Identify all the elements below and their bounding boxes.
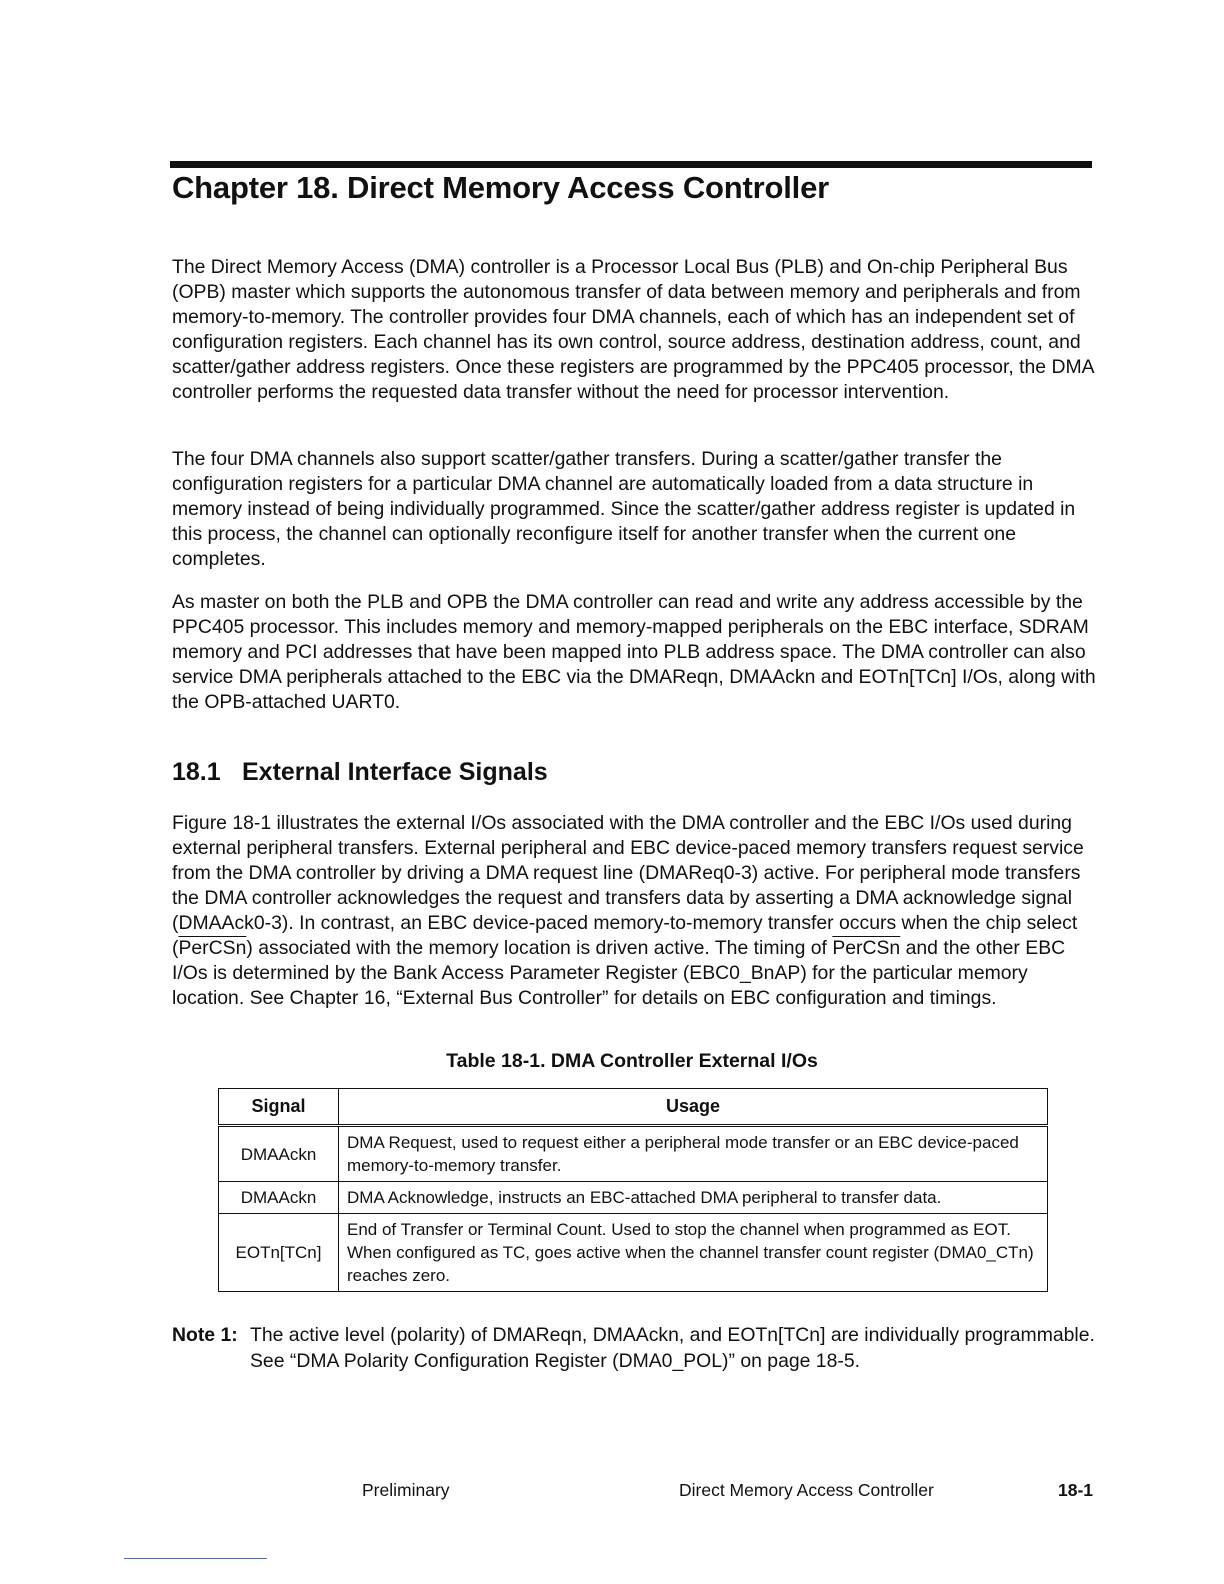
intro-paragraph-2: The four DMA channels also support scatter/gather transfers. During a scatter/gather transfer the configuration registers for a particular DMA channel are automatically loaded from a data structure in memory instead of being individually programmed. Since the scatter/gather address register is updated in this process, the channel can optionally reconfigure itself for another transfer when the current one completes. bbox=[172, 448, 1076, 570]
chapter-title: Chapter 18. Direct Memory Access Controller bbox=[172, 170, 829, 205]
section-heading bbox=[172, 758, 548, 787]
chapter-rule bbox=[170, 161, 1092, 168]
table-caption: Table 18-1. DMA Controller External I/Os bbox=[446, 1050, 818, 1072]
section-paragraph bbox=[172, 811, 1097, 1011]
intro-paragraph-3: As master on both the PLB and OPB the DMA controller can read and write any address accessible by the PPC405 processor. This includes memory and memory-mapped peripherals on the EBC interface, SDRAM memory and PCI addresses that have been mapped into PLB address space. The DMA controller can also service DMA peripherals attached to the EBC via the DMAReqn, DMAAckn and EOTn[TCn] I/Os, along with the OPB-attached UART0. bbox=[172, 591, 1096, 713]
table-header-row bbox=[219, 1089, 1048, 1126]
footer-status: Preliminary bbox=[362, 1480, 450, 1500]
header-usage: Usage bbox=[339, 1089, 1048, 1126]
section-title: External Interface Signals bbox=[242, 758, 548, 786]
usage-cell: End of Transfer or Terminal Count. Used to stop the channel when programmed as EOT. When configured as TC, goes active when the channel transfer count register (DMA0_CTn) reaches zero. bbox=[339, 1214, 1048, 1292]
section-number: 18.1 bbox=[172, 758, 221, 786]
table-row bbox=[219, 1182, 1048, 1214]
signal-cell: DMAAckn bbox=[219, 1126, 339, 1182]
signal-cell: DMAAckn bbox=[219, 1182, 339, 1214]
section-paragraph-part-2: ) associated with the memory location is driven active. The timing of bbox=[246, 937, 833, 959]
table-row bbox=[219, 1214, 1048, 1292]
percsn-signal: PerCSn bbox=[832, 937, 901, 959]
note-text: The active level (polarity) of DMAReqn, DMAAckn, and EOTn[TCn] are individually programmable. See “DMA Polarity Configuration Register (DMA0_POL)” on page 18-5. bbox=[250, 1324, 1095, 1372]
usage-cell: DMA Acknowledge, instructs an EBC-attached DMA peripheral to transfer data. bbox=[339, 1182, 1048, 1214]
table-row bbox=[219, 1126, 1048, 1182]
footer-page-number: 18-1 bbox=[1058, 1480, 1094, 1500]
usage-cell: DMA Request, used to request either a peripheral mode transfer or an EBC device-paced memory-to-memory transfer. bbox=[339, 1126, 1048, 1182]
percsn-signal: PerCSn bbox=[178, 937, 247, 959]
note-label: Note 1: bbox=[172, 1324, 238, 1346]
signal-cell: EOTn[TCn] bbox=[219, 1214, 339, 1292]
section-paragraph-part-1: Figure 18-1 illustrates the external I/Os associated with the DMA controller and the EBC I/Os used during external peripheral transfers. External peripheral and EBC device-paced memory transfers request service from the DMA controller by driving a DMA request line (DMAReq0-3) active. For peripheral mode transfers the DMA controller acknowledges the request and transfers data by asserting a DMA acknowledge signal (DMAAck0-3). In contrast, an EBC device-paced memory-to-memory transfer occurs when the chip select ( bbox=[172, 812, 1084, 959]
footer-chapter-name: Direct Memory Access Controller bbox=[679, 1480, 934, 1500]
note bbox=[172, 1322, 1097, 1374]
header-signal: Signal bbox=[219, 1089, 339, 1126]
bottom-line bbox=[124, 1558, 267, 1559]
dma-io-table bbox=[218, 1088, 1048, 1292]
intro-paragraph-1: The Direct Memory Access (DMA) controller is a Processor Local Bus (PLB) and On-chip Peripheral Bus (OPB) master which supports the autonomous transfer of data between memory and peripherals and from memory-to-memory. The controller provides four DMA channels, each of which has an independent set of configuration registers. Each channel has its own control, source address, destination address, count, and scatter/gather address registers. Once these registers are programmed by the PPC405 processor, the DMA controller performs the requested data transfer without the need for processor intervention. bbox=[172, 256, 1094, 403]
section-paragraph-part-3: and the other EBC I/Os is determined by the Bank Access Parameter Register (EBC0_BnAP) for the particular memory location. See Chapter 16, “External Bus Controller” for details on EBC configuration and timings. bbox=[172, 937, 1066, 1009]
